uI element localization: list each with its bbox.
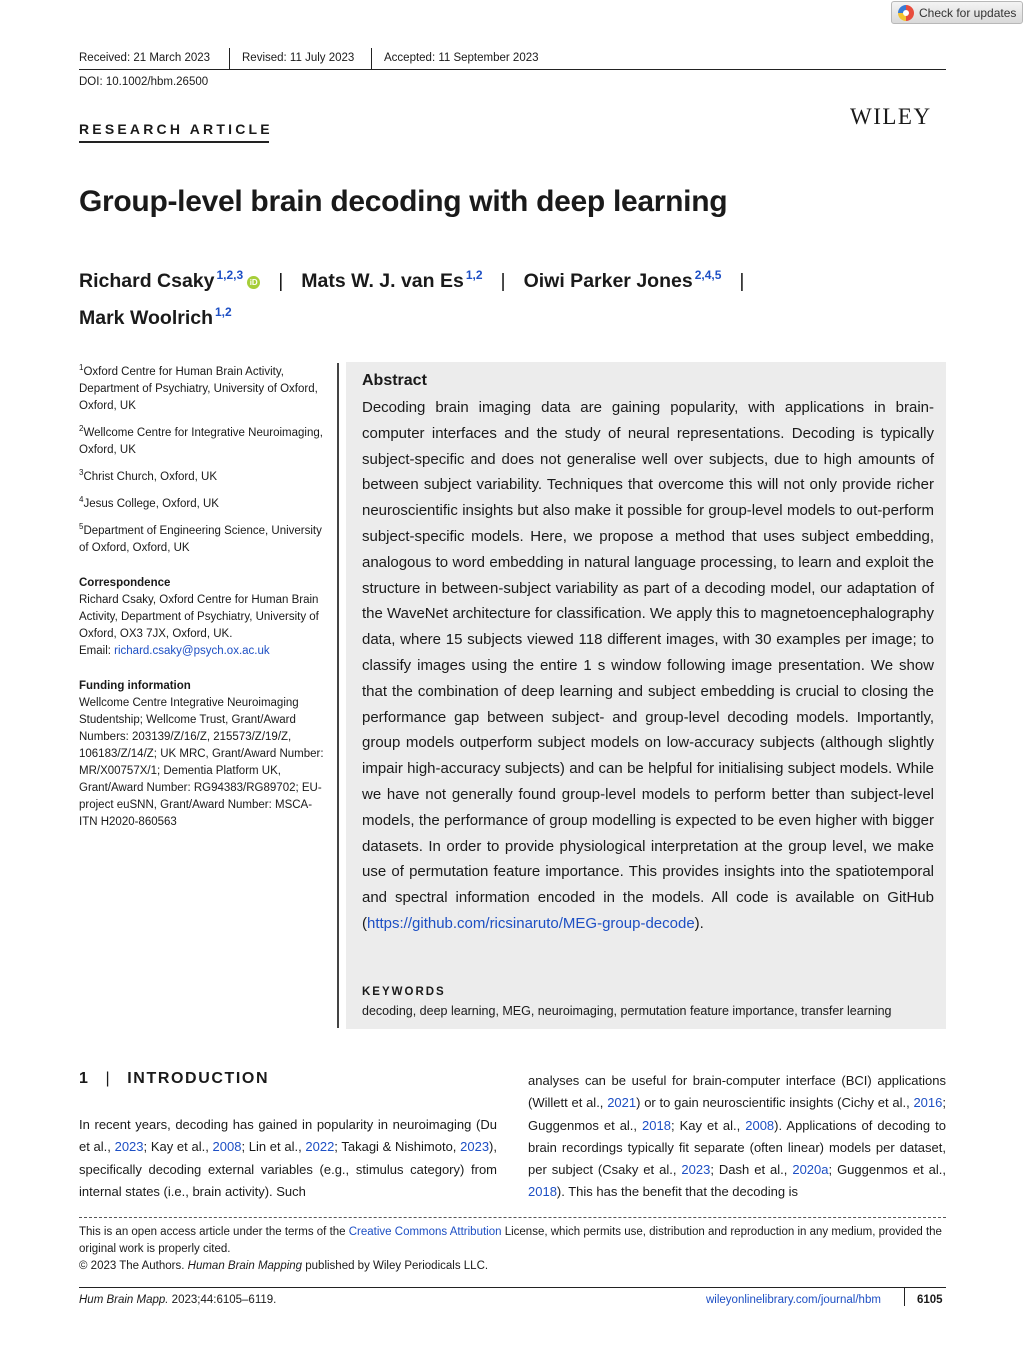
copyright-journal: Human Brain Mapping bbox=[187, 1260, 303, 1272]
check-updates-icon bbox=[898, 5, 914, 21]
email-label: Email: bbox=[79, 645, 115, 657]
abstract-text bbox=[362, 395, 934, 937]
correspondence-heading: Correspondence bbox=[79, 577, 171, 589]
funding-heading: Funding information bbox=[79, 680, 191, 692]
intro-text: ; Lin et al., bbox=[241, 1139, 306, 1155]
journal-name: Hum Brain Mapp. bbox=[79, 1294, 169, 1306]
footer-divider bbox=[904, 1288, 905, 1306]
citation-link[interactable]: 2020a bbox=[792, 1162, 829, 1178]
author-name[interactable]: Mark Woolrich bbox=[79, 307, 213, 329]
author-name[interactable]: Richard Csaky bbox=[79, 270, 215, 292]
intro-text: ; Kay et al., bbox=[143, 1139, 213, 1155]
intro-column-left bbox=[79, 1114, 497, 1203]
affiliation-number: 5 bbox=[79, 522, 84, 531]
affiliation-text: Jesus College, Oxford, UK bbox=[83, 498, 219, 510]
article-dates bbox=[79, 50, 946, 70]
affiliation-number: 4 bbox=[79, 495, 84, 504]
abstract-tail: ). bbox=[694, 914, 704, 932]
section-number: 1 bbox=[79, 1070, 90, 1087]
author-name[interactable]: Mats W. J. van Es bbox=[301, 270, 464, 292]
citation-link[interactable]: 2018 bbox=[642, 1117, 671, 1133]
affiliation-text: Oxford Centre for Human Brain Activity, Department of Psychiatry, University of Oxford, Oxford, UK bbox=[79, 366, 318, 412]
affiliation-number: 1 bbox=[79, 363, 84, 372]
orcid-icon[interactable]: iD bbox=[247, 276, 260, 289]
citation-link[interactable]: 2008 bbox=[212, 1139, 242, 1155]
journal-citation bbox=[79, 1294, 276, 1306]
affiliation-text: Wellcome Centre for Integrative Neuroimaging, Oxford, UK bbox=[79, 427, 323, 456]
affiliation-number: 2 bbox=[79, 424, 84, 433]
correspondence-text: Richard Csaky, Oxford Centre for Human Brain Activity, Department of Psychiatry, University of Oxford, OX3 7JX, Oxford, UK. bbox=[79, 594, 319, 640]
github-link[interactable]: https://github.com/ricsinaruto/MEG-group-decode bbox=[367, 914, 695, 932]
intro-text: ; Dash et al., bbox=[710, 1162, 793, 1178]
article-title: Group-level brain decoding with deep learning bbox=[79, 185, 728, 218]
author-affiliation-marks[interactable]: 2,4,5 bbox=[694, 268, 722, 282]
intro-text: ; Takagi & Nishimoto, bbox=[334, 1139, 461, 1155]
intro-text: analyses can be useful for brain-computer interface (BCI) applications (Willett et al., bbox=[528, 1073, 946, 1111]
license-notice bbox=[79, 1224, 946, 1275]
license-text: This is an open access article under the terms of the bbox=[79, 1226, 349, 1238]
intro-text: ; Kay et al., bbox=[670, 1117, 746, 1133]
author-affiliation-marks[interactable]: 1,2,3 bbox=[216, 268, 244, 282]
citation-link[interactable]: 2023 bbox=[460, 1139, 490, 1155]
citation-link[interactable]: 2018 bbox=[528, 1184, 557, 1200]
intro-text: ) or to gain neuroscientific insights (Cichy et al., bbox=[636, 1095, 914, 1111]
affiliation-text: Christ Church, Oxford, UK bbox=[83, 471, 218, 483]
column-divider bbox=[337, 363, 339, 1028]
author-affiliation-marks[interactable]: 1,2 bbox=[215, 305, 232, 319]
date-divider bbox=[229, 48, 230, 70]
keywords-heading: KEYWORDS bbox=[362, 986, 446, 998]
header-rule bbox=[79, 69, 946, 70]
author-affiliation-marks[interactable]: 1,2 bbox=[465, 268, 483, 282]
affiliation bbox=[79, 464, 329, 486]
check-for-updates-label: Check for updates bbox=[919, 5, 1017, 20]
author-separator: | bbox=[739, 270, 745, 292]
license-text: License, which permits use, distribution and reproduction in any medium, provided the original work is properly cited. bbox=[79, 1226, 942, 1255]
doi: DOI: 10.1002/hbm.26500 bbox=[79, 76, 209, 88]
section-heading bbox=[79, 1070, 269, 1088]
citation-link[interactable]: 2023 bbox=[114, 1139, 144, 1155]
citation-link[interactable]: 2021 bbox=[607, 1095, 637, 1111]
affiliation bbox=[79, 518, 329, 557]
cc-license-link[interactable]: Creative Commons Attribution bbox=[348, 1226, 502, 1238]
section-separator: | bbox=[105, 1070, 112, 1087]
copyright-text: published by Wiley Periodicals LLC. bbox=[302, 1260, 489, 1272]
revised-date: Revised: 11 July 2023 bbox=[242, 52, 355, 64]
article-info-column bbox=[79, 359, 329, 831]
abstract-body: Decoding brain imaging data are gaining popularity, with applications in brain-computer interfaces and the study of neural representations. Decoding is typically subject-specific and does not generalise well over subjects, due to high amounts of between subject variability. Techniques that overcome this will not only provide richer neuroscientific insights but also make it possible for group-level models to out-perform subject-specific models. Here, we propose a method that uses subject embedding, analogous to word embedding in natural language processing, to learn and exploit the structure in between-subject variability as part of a decoding model, our adaptation of the WaveNet architecture for classification. We apply this to magnetoencephalography data, where 15 subjects viewed 118 different images, with 30 examples per image; to classify images using the entire 1 s window following image presentation. We show that the combination of deep learning and subject embedding is crucial to closing the performance gap between subject- and group-level decoding models. Importantly, group models outperform subject models on low-accuracy subjects (although slightly impair high-accuracy subjects) and can be helpful for initialising subject models. While we have not generally found group-level models to perform better than subject-level models, the performance of group modelling is expected to be even higher with bigger datasets. In order to provide physiological interpretation at the group level, we make use of permutation feature importance. This provides insights into the spatiotemporal and spectral information encoded in the models. All code is available on GitHub ( bbox=[362, 399, 934, 932]
accepted-date: Accepted: 11 September 2023 bbox=[384, 52, 539, 64]
intro-column-right bbox=[528, 1070, 946, 1204]
citation-link[interactable]: 2008 bbox=[745, 1117, 775, 1133]
author-name[interactable]: Oiwi Parker Jones bbox=[523, 270, 693, 292]
intro-text: ), specifically decoding external variables (e.g., stimulus category) from internal states (i.e., brain activity). Such bbox=[79, 1139, 497, 1199]
article-type-underline bbox=[79, 141, 269, 143]
affiliation bbox=[79, 420, 329, 459]
received-date: Received: 21 March 2023 bbox=[79, 52, 211, 64]
date-divider bbox=[371, 48, 372, 70]
check-for-updates-button[interactable] bbox=[891, 1, 1023, 24]
citation-link[interactable]: 2022 bbox=[305, 1139, 335, 1155]
footnote-divider bbox=[79, 1217, 946, 1218]
copyright-text: © 2023 The Authors. bbox=[79, 1260, 188, 1272]
journal-url-link[interactable]: wileyonlinelibrary.com/journal/hbm bbox=[706, 1294, 881, 1306]
journal-reference: 2023;44:6105–6119. bbox=[168, 1294, 277, 1306]
keywords-list: decoding, deep learning, MEG, neuroimaging, permutation feature importance, transfer learning bbox=[362, 1004, 892, 1018]
funding-text: Wellcome Centre Integrative Neuroimaging Studentship; Wellcome Trust, Grant/Award Numbers: 203139/Z/16/Z, 215573/Z/19/Z, 106183/Z/14/Z; UK MRC, Grant/Award Number: MR/X00757X/1; Dementia Platform UK, Grant/Award Number: RG94383/RG89702; EU-project euSNN, Grant/Award Number: MSCA-ITN H2020-860563 bbox=[79, 697, 324, 828]
author-list bbox=[79, 260, 949, 334]
abstract-heading: Abstract bbox=[362, 372, 427, 389]
footer-rule bbox=[79, 1287, 946, 1288]
affiliation bbox=[79, 359, 329, 415]
affiliation-text: Department of Engineering Science, University of Oxford, Oxford, UK bbox=[79, 525, 322, 554]
section-title: INTRODUCTION bbox=[127, 1070, 270, 1087]
article-type: RESEARCH ARTICLE bbox=[79, 121, 273, 137]
correspondence-email-line bbox=[79, 643, 329, 660]
author-separator: | bbox=[500, 270, 506, 292]
publisher-logo: WILEY bbox=[850, 104, 932, 129]
correspondence-email-link[interactable]: richard.csaky@psych.ox.ac.uk bbox=[114, 645, 270, 657]
intro-text: ). This has the benefit that the decoding is bbox=[556, 1184, 799, 1200]
intro-text: ; Guggenmos et al., bbox=[828, 1162, 947, 1178]
citation-link[interactable]: 2016 bbox=[913, 1095, 943, 1111]
intro-text: ; Guggenmos et al., bbox=[528, 1095, 946, 1133]
page-number: 6105 bbox=[917, 1294, 943, 1306]
intro-text: In recent years, decoding has gained in popularity in neuroimaging (Du et al., bbox=[79, 1117, 497, 1155]
affiliation bbox=[79, 491, 329, 513]
intro-text: ). Applications of decoding to brain recordings typically fit separate (often linear) models per dataset, per subject (Csaky et al., bbox=[528, 1117, 946, 1178]
affiliation-number: 3 bbox=[79, 468, 84, 477]
citation-link[interactable]: 2023 bbox=[681, 1162, 711, 1178]
author-separator: | bbox=[278, 270, 284, 292]
